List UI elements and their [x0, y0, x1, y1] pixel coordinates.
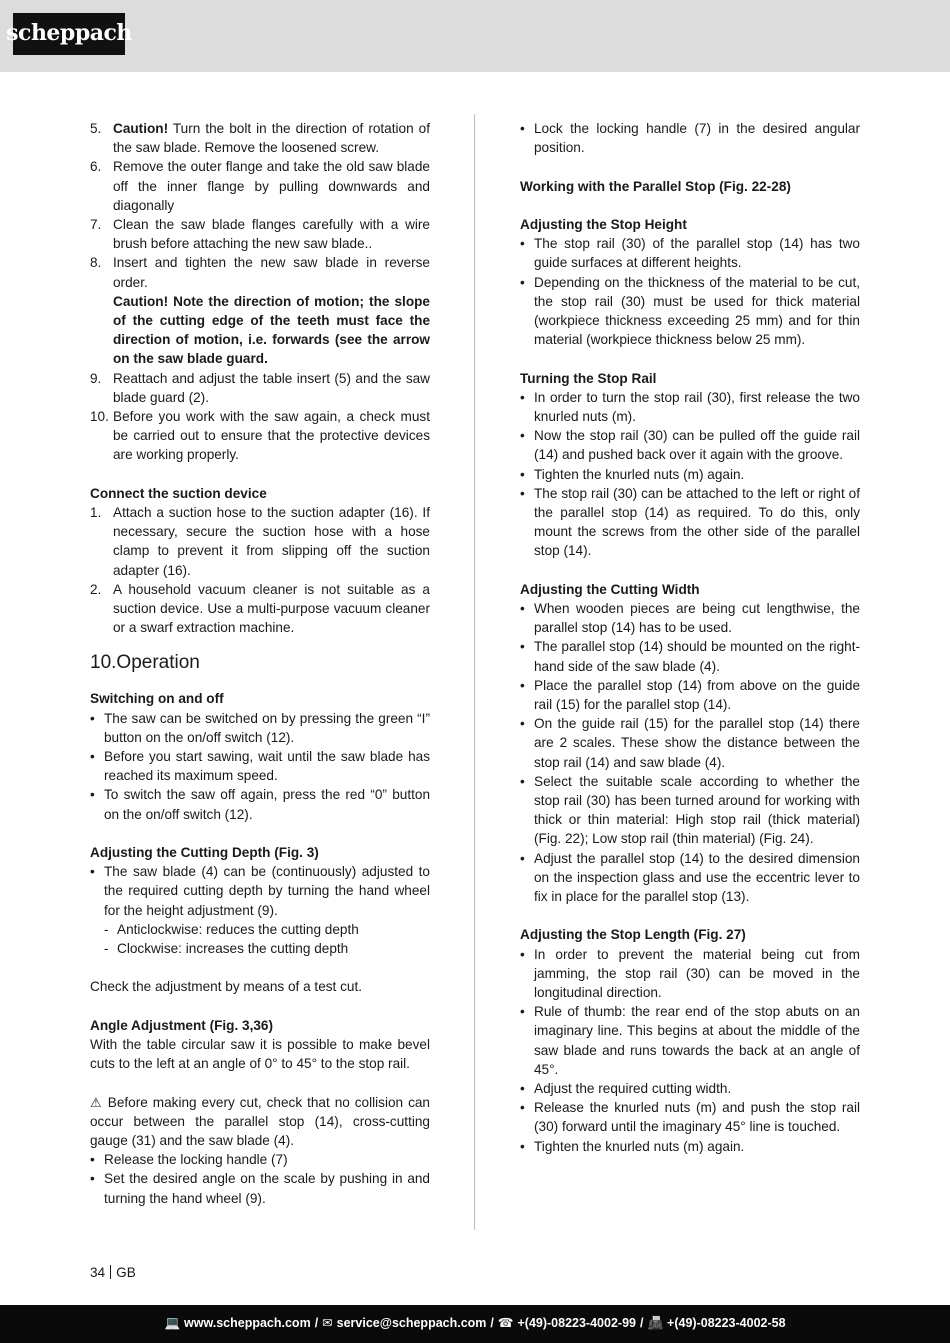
suction-heading: Connect the suction device — [90, 485, 267, 501]
list-item: • Place the parallel stop (14) from above on the guide rail (15) for the parallel stop (14). — [520, 676, 860, 714]
list-item: • Tighten the knurled nuts (m) again. — [520, 1137, 860, 1156]
list-item: • Lock the locking handle (7) in the desired angular position. — [520, 119, 860, 157]
lock-list — [520, 119, 860, 157]
stop-length-heading: Adjusting the Stop Length (Fig. 27) — [520, 927, 746, 943]
switch-list — [90, 709, 430, 824]
stop-length-list — [520, 945, 860, 1156]
list-item: • Rule of thumb: the rear end of the stop abuts on an imaginary line. This begins at about the middle of the saw blade and runs towards the back at an angle of 45°. — [520, 1002, 860, 1079]
left-column — [90, 119, 430, 1208]
section-heading: 10.Operation — [90, 652, 200, 674]
website-link[interactable]: www.scheppach.com — [184, 1316, 311, 1331]
header-band — [0, 0, 950, 72]
stop-height-heading: Adjusting the Stop Height — [520, 216, 687, 232]
list-item: • When wooden pieces are being cut lengthwise, the parallel stop (14) has to be used. — [520, 599, 860, 637]
depth-check-text: Check the adjustment by means of a test cut. — [90, 979, 363, 995]
phone-icon: ☎ — [497, 1316, 514, 1331]
angle-warning: ⚠ Before making every cut, check that no collision can occur between the parallel stop (14), cross-cutting gauge (31) and the saw blade (4). — [90, 1094, 430, 1149]
list-item: • Adjust the required cutting width. — [520, 1079, 860, 1098]
list-item: • Set the desired angle on the scale by pushing in and turning the hand wheel (9). — [90, 1169, 430, 1207]
list-item: • Select the suitable scale according to whether the stop rail (30) has been turned around for working with thick or thin material: High stop rail (thick material) (Fig. 22); Low stop rail (thin material) (Fig. 24). — [520, 772, 860, 849]
list-item: • The stop rail (30) of the parallel stop (14) has two guide surfaces at different heights. — [520, 234, 860, 272]
list-item: 8. Insert and tighten the new saw blade in reverse order. Caution! Note the direction of motion; the slope of the cutting edge of the teeth must face the direction of motion, i.e. forwards (see the arrow on the saw blade guard. — [90, 253, 430, 368]
phone-number: +(49)-08223-4002-99 — [517, 1316, 636, 1331]
list-item: 7. Clean the saw blade flanges carefully with a wire brush before attaching the new saw blade.. — [90, 217, 430, 252]
list-item: • Release the locking handle (7) — [90, 1150, 430, 1169]
list-item: • Tighten the knurled nuts (m) again. — [520, 465, 860, 484]
list-item: • The saw can be switched on by pressing the green “I” button on the on/off switch (12). — [90, 709, 430, 747]
list-item: • Release the knurled nuts (m) and push the stop rail (30) forward until the imaginary 45° line is touched. — [520, 1098, 860, 1136]
depth-heading: Adjusting the Cutting Depth (Fig. 3) — [90, 845, 319, 861]
list-item: • Adjust the parallel stop (14) to the desired dimension on the inspection glass and use the eccentric lever to fix in place for the parallel stop (13). — [520, 849, 860, 907]
suction-steps — [90, 503, 430, 637]
footer-bar: 💻 www.scheppach.com / ✉ service@scheppach.com / ☎ +(49)-08223-4002-99 / 📠 +(49)-08223-4002-58 — [0, 1305, 950, 1343]
fax-icon: 📠 — [647, 1316, 664, 1331]
list-item: • Now the stop rail (30) can be pulled off the guide rail (14) and pushed back over it again with the groove. — [520, 426, 860, 464]
list-item: • In order to prevent the material being cut from jamming, the stop rail (30) can be moved in the longitudinal direction. — [520, 945, 860, 1003]
saw-blade-steps — [90, 119, 430, 465]
list-item: - Clockwise: increases the cutting depth — [90, 939, 430, 958]
list-item: • The stop rail (30) can be attached to the left or right of the parallel stop (14) as required. To do this, only mount the screws from the other side of the parallel stop (14). — [520, 484, 860, 561]
list-item: • To switch the saw off again, press the red “0” button on the on/off switch (12). — [90, 785, 430, 823]
list-item: 2. A household vacuum cleaner is not suitable as a suction device. Use a multi-purpose vacuum cleaner or a swarf extraction machine. — [90, 581, 430, 636]
list-item: • On the guide rail (15) for the parallel stop (14) there are 2 scales. These show the distance between the stop rail (14) and saw blade (4). — [520, 714, 860, 772]
column-divider — [474, 114, 475, 1230]
parallel-stop-heading: Working with the Parallel Stop (Fig. 22-28) — [520, 178, 791, 194]
caution-note: Caution! Note the direction of motion; the slope of the cutting edge of the teeth must face the direction of motion, i.e. forwards (see the arrow on the saw blade guard. — [113, 293, 430, 367]
list-item: • Before you start sawing, wait until the saw blade has reached its maximum speed. — [90, 747, 430, 785]
cutting-width-heading: Adjusting the Cutting Width — [520, 581, 700, 597]
brand-logo: scheppach — [13, 13, 125, 55]
switch-heading: Switching on and off — [90, 691, 224, 707]
computer-icon: 💻 — [164, 1316, 181, 1331]
angle-heading: Angle Adjustment (Fig. 3,36) — [90, 1017, 274, 1033]
page-number: 34 GB — [90, 1265, 136, 1280]
mail-icon: ✉ — [322, 1316, 333, 1331]
depth-list — [90, 862, 430, 920]
list-item: 5. Caution! Turn the bolt in the direction of rotation of the saw blade. Remove the loosened screw. — [90, 121, 430, 156]
angle-list — [90, 1150, 430, 1208]
turning-list — [520, 388, 860, 561]
list-item: 6. Remove the outer flange and take the old saw blade off the inner flange by pulling downwards and diagonally — [90, 159, 430, 213]
list-item: • Depending on the thickness of the material to be cut, the stop rail (30) must be used for thick material (workpiece thickness exceeding 25 mm) and for thin material (workpiece thickness below 25 mm). — [520, 273, 860, 350]
cutting-width-list — [520, 599, 860, 906]
list-item: 9. Reattach and adjust the table insert (5) and the saw blade guard (2). — [90, 370, 430, 405]
list-item: • The saw blade (4) can be (continuously) adjusted to the required cutting depth by turning the hand wheel for the height adjustment (9). — [90, 862, 430, 920]
list-item: • The parallel stop (14) should be mounted on the right-hand side of the saw blade (4). — [520, 637, 860, 675]
stop-height-list — [520, 234, 860, 349]
depth-dash-list — [90, 920, 430, 958]
list-item: 1. Attach a suction hose to the suction adapter (16). If necessary, secure the suction hose with a hose clamp to prevent it from slipping off the suction adapter (16). — [90, 505, 430, 578]
angle-text: With the table circular saw it is possible to make bevel cuts to the left at an angle of 0° to 45° to the stop rail. — [90, 1037, 430, 1072]
list-item: • In order to turn the stop rail (30), first release the two knurled nuts (m). — [520, 388, 860, 426]
right-column — [520, 119, 860, 1156]
email-link[interactable]: service@scheppach.com — [336, 1316, 487, 1331]
list-item: - Anticlockwise: reduces the cutting depth — [90, 920, 430, 939]
list-item: 10. Before you work with the saw again, a check must be carried out to ensure that the protective devices are working properly. — [90, 409, 430, 463]
warning-icon: ⚠ — [90, 1094, 103, 1110]
fax-number: +(49)-08223-4002-58 — [667, 1316, 786, 1331]
turning-heading: Turning the Stop Rail — [520, 370, 657, 386]
